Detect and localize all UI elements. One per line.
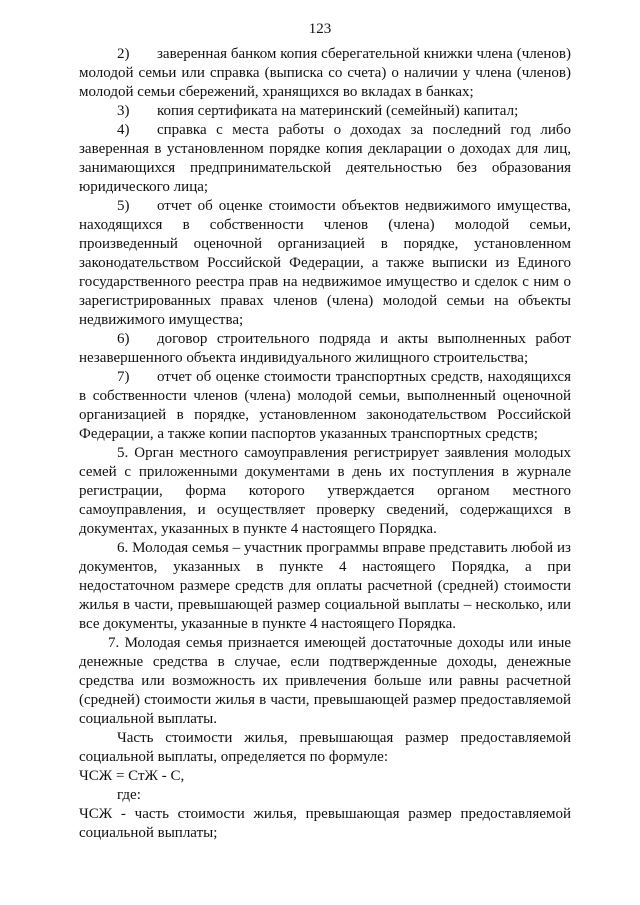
formula-intro: Часть стоимости жилья, превышающая размер предоставляемой социальной выплаты, определяется по формуле: [79, 730, 571, 765]
item-number: 4) [117, 122, 130, 138]
list-item [79, 368, 571, 444]
list-item [79, 102, 571, 121]
definition-csj: ЧСЖ - часть стоимости жилья, превышающая размер предоставляемой социальной выплаты; [79, 806, 571, 841]
item-number: 7) [117, 369, 130, 385]
page-number: 123 [308, 21, 332, 37]
item-text: отчет об оценке стоимости транспортных средств, находящихся в собственности членов (члена) молодой семьи, выполненный оценочной организацией в порядке, установленном законодательством Российской Федерации, а также копии паспортов указанных транспортных средств; [79, 369, 571, 442]
formula: ЧСЖ = СтЖ - С, [79, 768, 185, 784]
item-text: копия сертификата на материнский (семейный) капитал; [157, 103, 519, 119]
paragraph-7: 7. Молодая семья признается имеющей достаточные доходы или иные денежные средства в случае, если подтвержденные доходы, денежные средства или возможность их привлечения больше или равны расчетной (средней) стоимости жилья в части, превышающей размер предоставляемой социальной выплаты. [79, 635, 571, 727]
item-text: справка с места работы о доходах за последний год либо заверенная в установленном порядке копия декларации о доходах для лиц, занимающихся предпринимательской деятельностью без образования юридического лица; [79, 122, 571, 195]
item-number: 3) [117, 103, 130, 119]
item-text: договор строительного подряда и акты выполненных работ незавершенного объекта индивидуального жилищного строительства; [79, 331, 571, 366]
list-item [79, 330, 571, 368]
paragraph-5: 5. Орган местного самоуправления регистрирует заявления молодых семей с приложенными документами в день их поступления в журнале регистрации, форма которого утверждается органом местного самоуправления, и осуществляет проверку сведений, содержащихся в документах, указанных в пункте 4 настоящего Порядка. [79, 445, 571, 537]
where-label: где: [117, 787, 141, 803]
list-item [79, 197, 571, 330]
item-number: 5) [117, 198, 130, 214]
document-body [79, 45, 571, 843]
item-text: отчет об оценке стоимости объектов недвижимого имущества, находящихся в собственности членов (члена) молодой семьи, произведенный оценочной организацией в порядке, установленном законодательством Российской Федерации, а также выписки из Единого государственного реестра прав на недвижимое имущество и сделок с ним о зарегистрированных правах членов (члена) молодой семьи на объекты недвижимого имущества; [79, 198, 571, 328]
paragraph-6: 6. Молодая семья – участник программы вправе представить любой из документов, указанных в пункте 4 настоящего Порядка, а при недостаточном размере средств для оплаты расчетной (средней) стоимости жилья в части, превышающей размер социальной выплаты – несколько, или все документы, указанные в пункте 4 настоящего Порядка. [79, 540, 571, 632]
item-number: 6) [117, 331, 130, 347]
item-text: заверенная банком копия сберегательной книжки члена (членов) молодой семьи или справка (выписка со счета) о наличии у члена (членов) молодой семьи сбережений, хранящихся во вкладах в банках; [79, 46, 571, 100]
list-item [79, 45, 571, 102]
item-number: 2) [117, 46, 130, 62]
list-item [79, 121, 571, 197]
